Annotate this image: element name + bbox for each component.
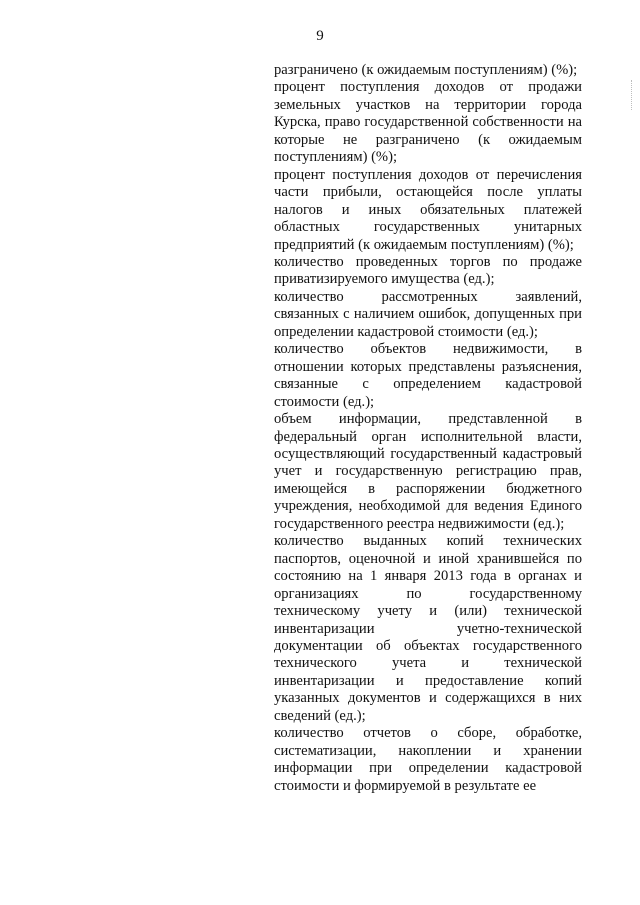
- paragraph-privatization-auctions: количество проведенных торгов по продаже приватизируемого имущества (ед.);: [274, 253, 582, 288]
- paragraph-clarifications: количество объектов недвижимости, в отношении которых представлены разъяснения, связанные с определением кадастровой стоимости (ед.);: [274, 341, 582, 410]
- paragraph-error-applications: количество рассмотренных заявлений, связанных с наличием ошибок, допущенных при определении кадастровой стоимости (ед.);: [274, 288, 582, 340]
- page-number: 9: [316, 28, 324, 44]
- margin-stamp: [627, 80, 632, 110]
- text-column: [274, 62, 582, 795]
- paragraph-reports: количество отчетов о сборе, обработке, систематизации, накоплении и хранении информации при определении кадастровой стоимости и формируемой в результате ее: [274, 725, 582, 794]
- paragraph-profit-transfer-revenue: процент поступления доходов от перечисления части прибыли, остающейся после уплаты налогов и иных обязательных платежей областных государственных унитарных предприятий (к ожидаемым поступлениям) (%);: [274, 166, 582, 253]
- paragraph-land-sale-revenue: процент поступления доходов от продажи земельных участков на территории города Курска, право государственной собственности на которые не разграничено (к ожидаемым поступлениям) (%);: [274, 79, 582, 166]
- paragraph-information-volume: объем информации, представленной в федеральный орган исполнительной власти, осуществляющий государственный кадастровый учет и государственную регистрацию прав, имеющейся в распоряжении бюджетного учреждения, необходимой для ведения Единого государственного реестра недвижимости (ед.);: [274, 411, 582, 532]
- paragraph-continuation: разграничено (к ожидаемым поступлениям) (%);: [274, 62, 578, 78]
- paragraph-passport-copies: количество выданных копий технических паспортов, оценочной и иной хранившейся по состоянию на 1 января 2013 года в органах и организациях по государственному техническому учету и (или) технической инвентаризации учетно-технической документации об объектах государственного технического учета и технической инвентаризации и предоставление копий указанных документов и содержащихся в них сведений (ед.);: [274, 533, 582, 724]
